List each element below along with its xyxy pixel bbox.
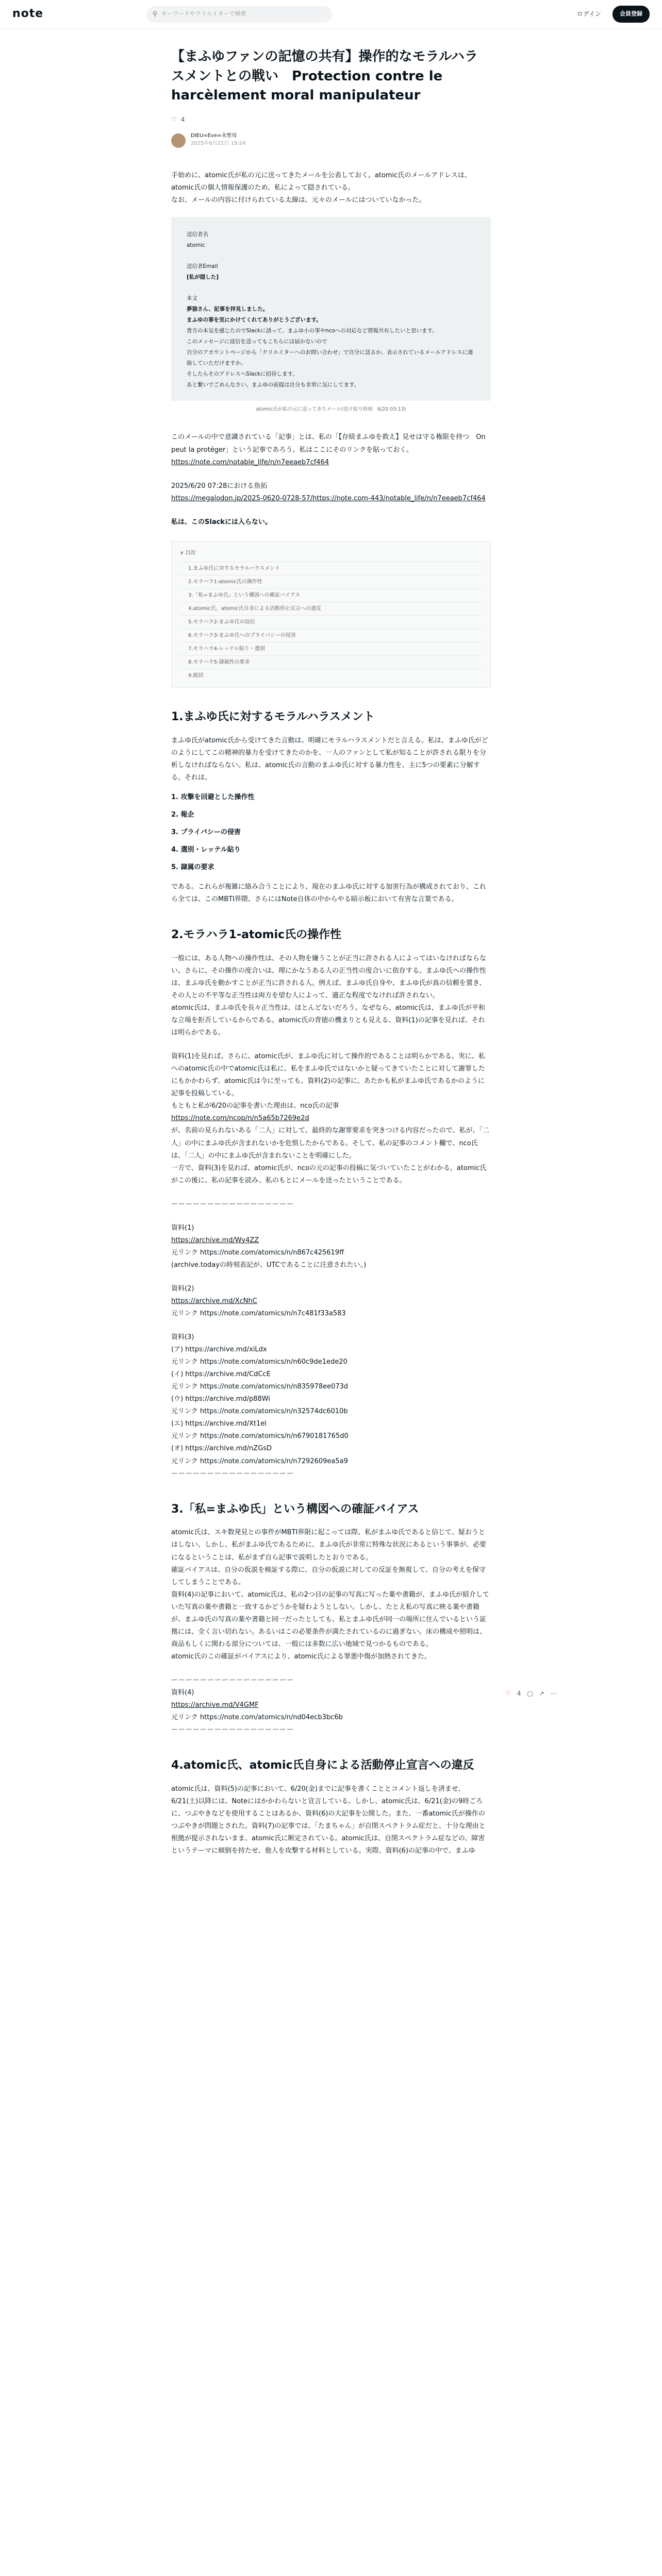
avatar[interactable] <box>171 133 186 148</box>
section-heading: 1.まふゆ氏に対するモラルハラスメント <box>171 710 375 723</box>
paragraph: このメールの中で意識されている「記事」とは、私の「【存続まふゆを救え】見せは守る権限を持つ On peut la protéger」という記事であろう。私はここにそのリンクを貼っておく。 <box>171 433 486 454</box>
search-placeholder: キーワードやクリエイターで検索 <box>161 10 246 18</box>
section-heading: 4.atomic氏、atomic氏自身による活動停止宣言への違反 <box>171 1759 474 1772</box>
toc-item[interactable]: 7.モラハラ4-レッテル貼り・選別 <box>180 642 482 655</box>
paragraph: 一般には、ある人物への操作性は、その人物を嫌うことが正当に許される人によってはいなければならない。さらに、その操作の度合いは、理にかなうある人の正当性の度合いに依存する。まふゆ氏への操作性は、まふゆ氏を動かすことが正当に許される人。例えば、まふゆ氏自身や、まふゆ氏が真の信頼を置き、その人との不平等な正当性は両方を望む人によって、適正な程度でなければ許されない。 <box>171 954 487 999</box>
section-heading: 2.モラハラ1-atomic氏の操作性 <box>171 928 342 942</box>
email-quote <box>171 217 491 401</box>
quote-line: 送信者名 <box>187 231 208 238</box>
site-header <box>0 0 662 29</box>
paragraph: まふゆ氏がatomic氏から受けてきた言動は、明確にモラルハラスメントだと言える。私は、まふゆ氏がどのようにしてこの精神的暴力を受けてきたのかを、一人のファンとして私が知ることが許される限りを分析しなければならない。私は、atomic氏の言動のまふゆ氏に対する暴力性を、主に5つの要素に分解する。それは、 <box>171 736 488 782</box>
source-link[interactable]: (イ) https://archive.md/CdCcE <box>171 1370 271 1379</box>
search-bar[interactable] <box>146 6 332 23</box>
section-heading: 3.「私=まふゆ氏」という構図への確証バイアス <box>171 1502 419 1516</box>
heart-icon[interactable]: ♡ <box>505 1690 511 1697</box>
quote-line: 自分のアカウントページから「クリエイターへのお問い合わせ」で自分に送るか、表示されているメールアドレスに連絡していただけますか。 <box>187 349 473 366</box>
paragraph: 資料(4)の記事において、atomic氏は、私の2つ目の記事の写真に写った薬や書籍が、まふゆ氏が紹介していた写真の薬や書籍と一致するかどうかを疑わようとしない。しかし、たとえ私の写真に映る薬や書籍が、まふゆ氏の写真の薬や書籍と同一だったとしても、私とまふゆ氏が同一の場所に住んでいるという証拠には、全く言い切れない。あるいはこの必要条件が満たされているのに過ぎない。床の構成や照明は、商品もしくに関わる部分については、一般には多数に広い地域で見つかるものである。 <box>171 1590 489 1648</box>
list-item: 4. 選別・レッテル貼り <box>171 845 241 854</box>
paragraph: もともと私が6/20の記事を書いた理由は、nco氏の記事 <box>171 1102 339 1110</box>
quote-caption: atomic氏が私の元に送ってきたメール(受け取り時刻 6/20 03:13) <box>256 406 406 412</box>
author-name[interactable]: DIEU∞Eve∞永聖母 <box>191 133 237 139</box>
archive-link[interactable]: https://megalodon.jp/2025-0620-0728-57/https://note.com-443/notable_life/n/n7eeaeb7cf464 <box>171 494 486 502</box>
paragraph: 一方で、資料(3)を見れば、atomic氏が、ncoの元の記事の投稿に気づいていたことがわかる。atomic氏がこの後に、私の記事を読み、私のもとにメールを送ったということである。 <box>171 1164 487 1184</box>
source-label: 資料(4) <box>171 1688 194 1697</box>
paragraph: 確証バイアスは、自分の仮説を検証する際に、自分の仮説に対しての反証を無視して、自分の考えを保守してしまうことである。 <box>171 1566 486 1586</box>
toc-item[interactable]: 6.モラハラ3-まふゆ氏へのプライバシーの侵害 <box>180 629 482 642</box>
quote-line: まふゆの事を気にかけてくれてありがとうございます。 <box>187 316 322 323</box>
source-original[interactable]: 元リンク https://note.com/atomics/n/n835978ee073d <box>171 1383 349 1391</box>
toc-item[interactable]: 9.総括 <box>180 669 482 682</box>
nco-link[interactable]: https://note.com/ncop/n/n5a65b7269e2d <box>171 1114 309 1123</box>
quote-line: そしたらそのアドレスへSlackに招待します。 <box>187 370 298 377</box>
quote-line: [私が隠した] <box>187 274 219 280</box>
divider: ーーーーーーーーーーーーーーーーー <box>171 1726 294 1734</box>
toc-item[interactable]: 2.モラハラ1-atomic氏の操作性 <box>180 575 482 588</box>
source-original[interactable]: 元リンク https://note.com/atomics/n/n6790181765d0 <box>171 1432 349 1440</box>
list-item: 2. 報企 <box>171 810 194 819</box>
list-item: 1. 攻撃を回避とした操作性 <box>171 793 255 801</box>
source-link[interactable]: https://archive.md/XcNhC <box>171 1297 257 1305</box>
heart-icon[interactable]: ♡ <box>171 116 177 124</box>
toc-item[interactable]: 3.「私=まふゆ氏」という構図への確証バイアス <box>180 588 482 602</box>
source-link[interactable]: (ア) https://archive.md/xiLdx <box>171 1346 267 1354</box>
paragraph: が、名前の見られないある「二人」に対して、最終的な謝罪要求を突きつける内容だったので、私が、「二人」の中にまふゆ氏が含まれないかを危惧したからである。そして、私の記事のコメント欄で、nco氏は、「二人」の中にまふゆ氏が含まれないことを明確にした。 <box>171 1127 489 1160</box>
toc-item[interactable]: 5.モラハラ2-まふゆ氏の返信 <box>180 615 482 629</box>
author-block <box>171 132 491 149</box>
source-label: 資料(2) <box>171 1284 194 1293</box>
quote-line: このメッセージに返信を送ってもこちらには届かないので <box>187 338 327 345</box>
toc-item[interactable]: 1.まふゆ氏に対するモラルハラスメント <box>180 562 482 575</box>
source-original[interactable]: 元リンク https://note.com/atomics/n/nd04ecb3bc6b <box>171 1714 343 1722</box>
ordered-list <box>171 791 491 874</box>
search-icon: ⚲ <box>153 10 157 18</box>
divider: ーーーーーーーーーーーーーーーーー <box>171 1200 294 1208</box>
quote-line: atomic <box>187 242 205 248</box>
toc-item[interactable]: 4.atomic氏、atomic氏自身による活動停止宣言への違反 <box>180 602 482 615</box>
side-like-count: 4 <box>517 1690 521 1697</box>
list-item: 3. プライバシーの侵害 <box>171 828 241 836</box>
paragraph: 2025/6/20 07:28における魚拓 <box>171 482 268 490</box>
source-label: 資料(3) <box>171 1333 194 1342</box>
source-original[interactable]: 元リンク https://note.com/atomics/n/n60c9de1ede20 <box>171 1358 347 1366</box>
article-title: 【まふゆファンの記憶の共有】操作的なモラルハラスメントとの戦い Protection contre le harcèlement moral manipulateur <box>171 49 478 104</box>
table-of-contents <box>171 541 491 688</box>
source-label: 資料(1) <box>171 1224 194 1232</box>
paragraph: 私は、このSlackには入らない。 <box>171 518 272 526</box>
source-link[interactable]: (オ) https://archive.md/nZGsD <box>171 1445 272 1453</box>
source-link[interactable]: (ウ) https://archive.md/p88Wi <box>171 1395 270 1403</box>
paragraph: atomic氏のこの確証がバイアスにより、atomic氏による罪悪中傷が加熱されてきた。 <box>171 1652 431 1660</box>
paragraph: atomic氏は、スキ数発見との事件がMBTI界限に起こっては際、私がまふゆ氏であると信じて、疑おうとはしない。しかし、私がまふゆ氏であるために、まふゆ氏が非常に特殊な状況にあるという事事が、必要になるということは、私がまず自ら記事で説明したとおりである。 <box>171 1529 487 1562</box>
intro-paragraph: なお、メールの内容に付けられている太線は、元々のメールにはついていなかった。 <box>171 196 426 204</box>
source-original[interactable]: 元リンク https://note.com/atomics/n/n32574dc6010b <box>171 1408 348 1416</box>
paragraph: atomic氏は、まふゆ氏を長々正当性は、ほとんどないだろう。なぜなら、atomic氏は、まふゆ氏が平和な立場を拒否しているからである。atomic氏の背徳の機まりとも見える、資料(1)の記事を見れば、それは明らかである。 <box>171 1004 485 1037</box>
source-original[interactable]: 元リンク https://note.com/atomics/n/n7c481f33a583 <box>171 1310 346 1318</box>
source-note: (archive.todayの時刻表記が、UTCであることに注意されたい。) <box>171 1261 367 1269</box>
source-original[interactable]: 元リンク https://note.com/atomics/n/n867c425619ff <box>171 1248 344 1257</box>
quote-line: 貴方の本気を感じたのでSlackに誘って、まふゆ小の事やncoへの対応など情報共有したいと思います。 <box>187 327 438 334</box>
divider: ーーーーーーーーーーーーーーーーー <box>171 1469 294 1478</box>
intro-paragraph: 手始めに、atomic氏が私の元に送ってきたメールを公表しておく。atomic氏のメールアドレスは、atomic氏の個人情報保護のため、私によって隠されている。 <box>171 171 471 192</box>
more-icon[interactable]: ⋯ <box>550 1690 557 1697</box>
source-link[interactable]: (エ) https://archive.md/Xt1el <box>171 1420 267 1428</box>
comment-icon[interactable]: ▢ <box>527 1690 533 1697</box>
like-row <box>171 114 491 125</box>
signup-button[interactable]: 会員登録 <box>613 6 650 22</box>
source-link[interactable]: https://archive.md/Wy4ZZ <box>171 1236 259 1244</box>
publish-date: 2025年6月21日 19:24 <box>191 141 246 147</box>
side-actions <box>505 1688 557 1699</box>
quote-line: 送信者Email <box>187 263 218 269</box>
toc-item[interactable]: 8.モラハラ5-隷属性の要求 <box>180 655 482 669</box>
toc-heading[interactable]: ∨ 目次 <box>180 550 196 556</box>
source-link[interactable]: https://archive.md/V4GMF <box>171 1701 259 1709</box>
quote-line: あと繋いでごめんなさい。まふゆの前提は自分も非常に気にしてます。 <box>187 381 360 388</box>
article-link[interactable]: https://note.com/notable_life/n/n7eeaeb7cf464 <box>171 458 329 466</box>
quote-line: 夢猫さん、記事を拝見しました。 <box>187 306 269 312</box>
paragraph: である。これらが複雑に絡み合うことにより、現在のまふゆ氏に対する加害行為が構成されており、これら全ては、このMBTI界隈、さらにはNote自体の中からやる暗示板において有害な言葉である。 <box>171 883 487 903</box>
quote-line: 本文 <box>187 295 197 301</box>
login-button[interactable]: ログイン <box>576 10 601 18</box>
like-count: 4 <box>180 116 185 124</box>
article <box>171 29 491 1857</box>
note-logo[interactable]: note <box>12 7 44 21</box>
paragraph: 資料(1)を見れば、さらに、atomic氏が、まふゆ氏に対して操作的であることは明らかである。実に、私へのatomic氏の中でatomic氏は私に、私をまふゆ氏ではないかと疑ってきていたことに対して謝罪したにもかかわらず、atomic氏は今に至っても、資料(2)の記事に、あたかも私がまふゆ氏であるかのように記事を投稿している。 <box>171 1053 485 1098</box>
divider: ーーーーーーーーーーーーーーーーー <box>171 1676 294 1684</box>
source-original[interactable]: 元リンク https://note.com/atomics/n/n7292609ea5a9 <box>171 1457 348 1465</box>
paragraph: atomic氏は、資料(5)の記事において、6/20(金)までに記事を書くこととコメント返しを済ませ、6/21(土)以降には、Noteにはかかわらないと宣言している。しかし、atomic氏は、6/21(金)の9時ごろに、つぶやきなどを使用することはあるか、資料(6)の大記事を公開した。また、一番atomic氏が操作のつぶやきが問題とされた。資料(7)の記事では、「たまちゃん」が自閉スペクトラム症だと、十分な理由と根拠が提示されないまま、atomic氏に断定されている。atomic氏は、自閉スペクトラム症などの、障害というテーマに傾倒を持たせ、他人を攻撃する材料としている。実際、資料(6)の記事の中で、まふゆ <box>171 1785 486 1855</box>
share-icon[interactable]: ↗ <box>539 1690 544 1697</box>
list-item: 5. 隷属の要求 <box>171 863 214 871</box>
